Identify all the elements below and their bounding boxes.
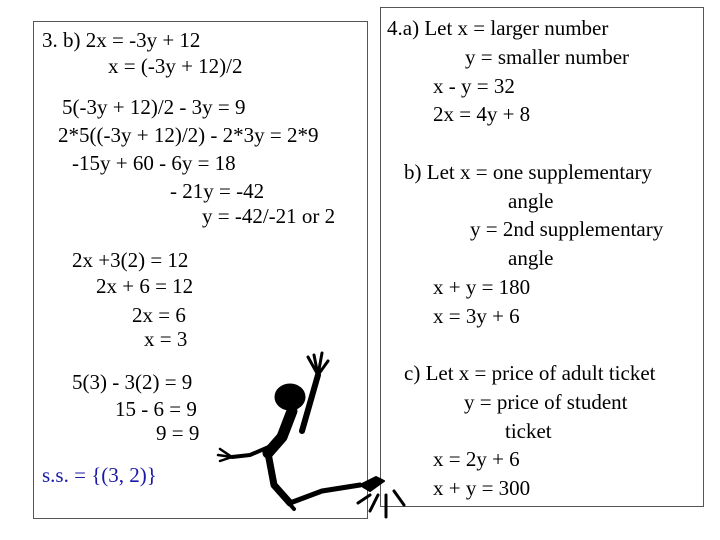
problem-3b-line-11: x = 3: [144, 327, 188, 351]
problem-4a-line-2: y = smaller number: [465, 45, 630, 69]
problem-4b-line-1: b) Let x = one supplementary: [404, 160, 653, 184]
problem-3b-line-7: y = -42/-21 or 2: [202, 204, 336, 228]
problem-3b-line-2: x = (-3y + 12)/2: [108, 54, 243, 78]
problem-3b-line-9: 2x + 6 = 12: [96, 274, 194, 298]
solution-set: s.s. = {(3, 2)}: [42, 463, 157, 487]
problem-4b-line-4: angle: [508, 246, 554, 270]
problem-3b-line-8: 2x +3(2) = 12: [72, 248, 189, 272]
problem-4c-line-3: ticket: [505, 419, 552, 443]
problem-4c-line-1: c) Let x = price of adult ticket: [404, 361, 656, 385]
problem-4c-line-2: y = price of student: [464, 390, 628, 414]
problem-4a-line-4: 2x = 4y + 8: [433, 102, 531, 126]
problem-3b-line-5: -15y + 60 - 6y = 18: [72, 151, 236, 175]
problem-4b-line-2: angle: [508, 189, 554, 213]
problem-4b-line-6: x = 3y + 6: [433, 304, 520, 328]
problem-3b-line-3: 5(-3y + 12)/2 - 3y = 9: [62, 95, 246, 119]
problem-3b-line-4: 2*5((-3y + 12)/2) - 2*3y = 2*9: [58, 123, 319, 147]
problem-4b-line-3: y = 2nd supplementary: [470, 217, 664, 241]
problem-3b-line-12: 5(3) - 3(2) = 9: [72, 370, 193, 394]
problem-4c-line-5: x + y = 300: [433, 476, 531, 500]
problem-4a-line-1: 4.a) Let x = larger number: [387, 16, 609, 40]
problem-4c-line-4: x = 2y + 6: [433, 447, 520, 471]
stick-figure-icon: [210, 345, 410, 535]
problem-3b-line-10: 2x = 6: [132, 303, 186, 327]
problem-4b-line-5: x + y = 180: [433, 275, 531, 299]
problem-3b-line-14: 9 = 9: [156, 421, 200, 445]
problem-3b-line-1: 3. b) 2x = -3y + 12: [42, 28, 201, 52]
problem-3b-line-13: 15 - 6 = 9: [115, 397, 197, 421]
problem-4a-line-3: x - y = 32: [433, 74, 515, 98]
problem-3b-line-6: - 21y = -42: [170, 179, 265, 203]
